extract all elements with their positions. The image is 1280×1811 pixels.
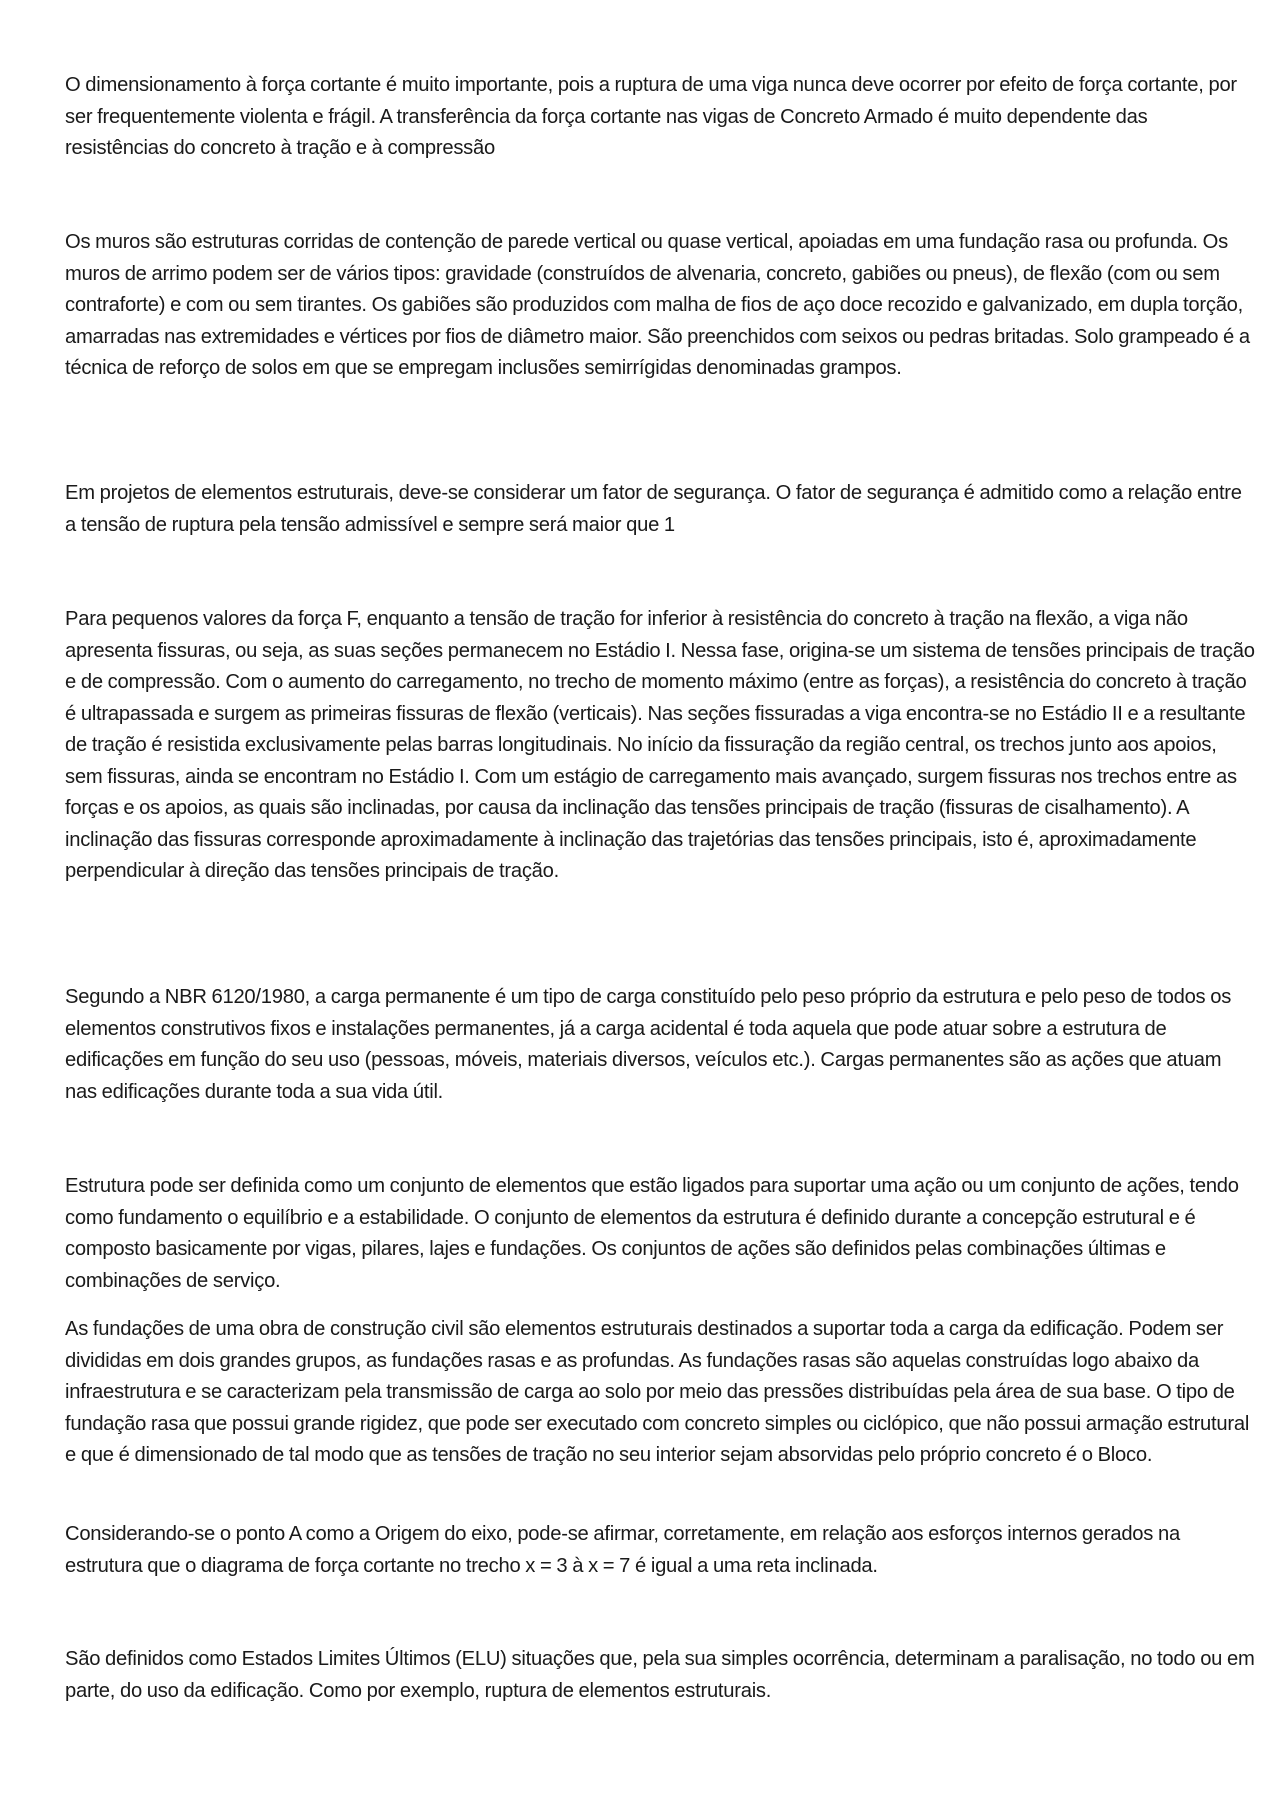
paragraph-ultimate-limit-states: São definidos como Estados Limites Últimos (ELU) situações que, pela sua simples ocorrência, determinam a paralisação, no todo ou em parte, do uso da edificação. Como por exemplo, ruptura de elementos estruturais. (65, 1648, 1255, 1702)
paragraph-shear-force-design: O dimensionamento à força cortante é muito importante, pois a ruptura de uma viga nunca deve ocorrer por efeito de força cortante, por ser frequentemente violenta e frágil. A transferência da força cortante nas vigas de Concreto Armado é muito dependente das resistências do concreto à tração e à compressão (65, 74, 1237, 159)
paragraph-safety-factor: Em projetos de elementos estruturais, deve-se considerar um fator de segurança. O fator de segurança é admitido como a relação entre a tensão de ruptura pela tensão admissível e sempre será maior que 1 (65, 482, 1242, 536)
paragraph-foundations: As fundações de uma obra de construção civil são elementos estruturais destinados a suportar toda a carga da edificação. Podem ser divididas em dois grandes grupos, as fundações rasas e as profundas. As fundações rasas são aquelas construídas logo abaixo da infraestrutura e se caracterizam pela transmissão de carga ao solo por meio das pressões distribuídas pela área de sua base. O tipo de fundação rasa que possui grande rigidez, que pode ser executado com concreto simples ou ciclópico, que não possui armação estrutural e que é dimensionado de tal modo que as tensões de tração no seu interior sejam absorvidas pelo próprio concreto é o Bloco. (65, 1318, 1250, 1466)
paragraph-shear-diagram: Considerando-se o ponto A como a Origem do eixo, pode-se afirmar, corretamente, em relação aos esforços internos gerados na estrutura que o diagrama de força cortante no trecho x = 3 à x = 7 é igual a uma reta inclinada. (65, 1523, 1180, 1577)
paragraph-retaining-walls: Os muros são estruturas corridas de contenção de parede vertical ou quase vertical, apoiadas em uma fundação rasa ou profunda. Os muros de arrimo podem ser de vários tipos: gravidade (construídos de alvenaria, concreto, gabiões ou pneus), de flexão (com ou sem contraforte) e com ou sem tirantes. Os gabiões são produzidos com malha de fios de aço doce recozido e galvanizado, em dupla torção, amarradas nas extremidades e vértices por fios de diâmetro maior. São preenchidos com seixos ou pedras britadas. Solo grampeado é a técnica de reforço de solos em que se empregam inclusões semirrígidas denominadas grampos. (65, 231, 1250, 379)
paragraph-beam-cracking-stages: Para pequenos valores da força F, enquanto a tensão de tração for inferior à resistência do concreto à tração na flexão, a viga não apresenta fissuras, ou seja, as suas seções permanecem no Estádio I. Nessa fase, origina-se um sistema de tensões principais de tração e de compressão. Com o aumento do carregamento, no trecho de momento máximo (entre as forças), a resistência do concreto à tração é ultrapassada e surgem as primeiras fissuras de flexão (verticais). Nas seções fissuradas a viga encontra-se no Estádio II e a resultante de tração é resistida exclusivamente pelas barras longitudinais. No início da fissuração da região central, os trechos junto aos apoios, sem fissuras, ainda se encontram no Estádio I. Com um estágio de carregamento mais avançado, surgem fissuras nos trechos entre as forças e os apoios, as quais são inclinadas, por causa da inclinação das tensões principais de tração (fissuras de cisalhamento). A inclinação das fissuras corresponde aproximadamente à inclinação das trajetórias das tensões principais, isto é, aproximadamente perpendicular à direção das tensões principais de tração. (65, 608, 1255, 882)
paragraph-nbr-6120-loads: Segundo a NBR 6120/1980, a carga permanente é um tipo de carga constituído pelo peso próprio da estrutura e pelo peso de todos os elementos construtivos fixos e instalações permanentes, já a carga acidental é toda aquela que pode atuar sobre a estrutura de edificações em função do seu uso (pessoas, móveis, materiais diversos, veículos etc.). Cargas permanentes são as ações que atuam nas edificações durante toda a sua vida útil. (65, 986, 1232, 1103)
paragraph-structure-definition: Estrutura pode ser definida como um conjunto de elementos que estão ligados para suportar uma ação ou um conjunto de ações, tendo como fundamento o equilíbrio e a estabilidade. O conjunto de elementos da estrutura é definido durante a concepção estrutural e é composto basicamente por vigas, pilares, lajes e fundações. Os conjuntos de ações são definidos pelas combinações últimas e combinações de serviço. (65, 1175, 1239, 1292)
